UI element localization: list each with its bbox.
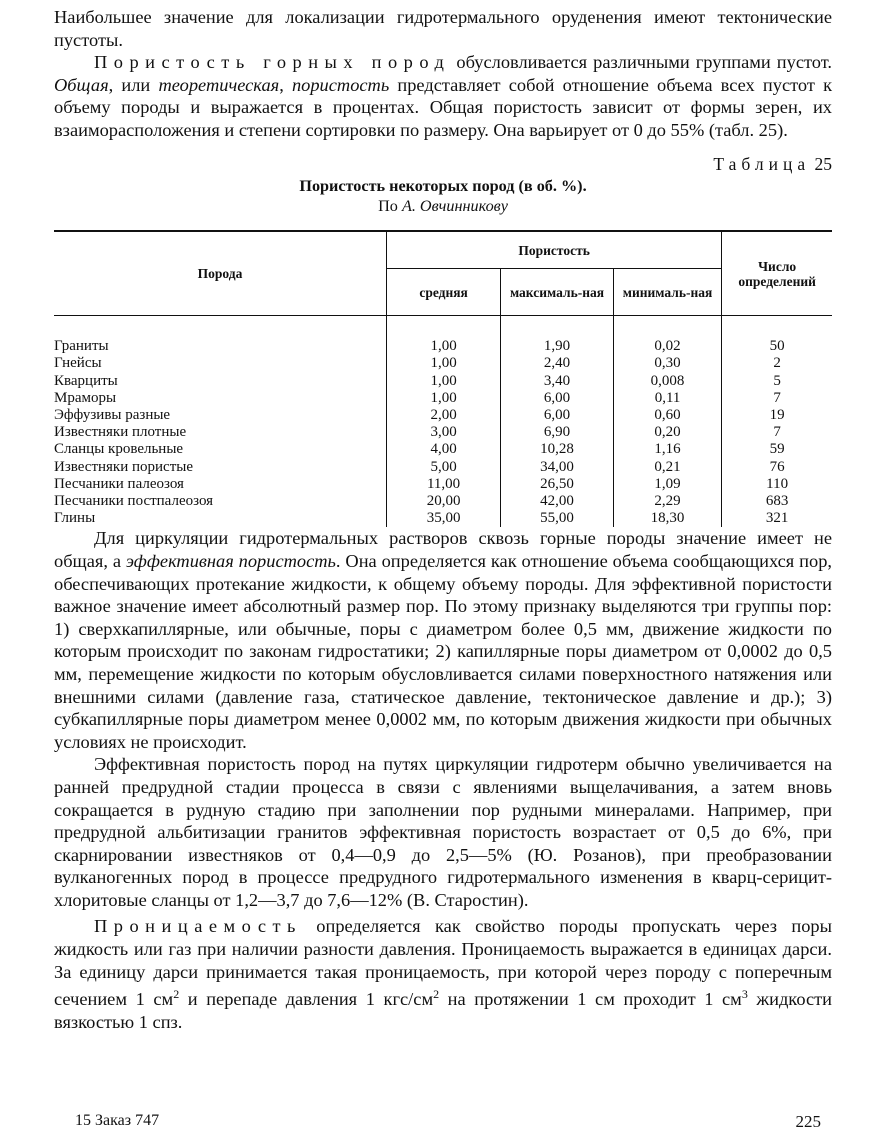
min-cell: 1,09	[613, 476, 722, 493]
col-header-count: Число определений	[722, 231, 832, 316]
rock-name-cell: Гнейсы	[54, 355, 102, 372]
effective-text-2: . Она определяется как отношение объема сообщающихся пор, обеспечивающих протекание жидкости, к общему объему породы. Для эффективной пористости важное значение имеет абсолютный размер пор. По этому признаку выделяются три группы пор: 1) сверхкапиллярные, или обычные, поры с диаметром более 0,5 мм, движение жидкости по которым происходит по законам гидростатики; 2) капиллярные поры диаметром от 0,0002 до 0,5 мм, перемещение жидкости по которым обусловливается силами поверхностного натяжения или внешними силами (давление газа, статическое давление, тектоническое давление и др.); 3) субкапиллярные поры диаметром менее 0,0002 мм, по которым движения жидкости при обычных условиях не происходит.	[54, 550, 832, 752]
effective-em: эффективная пористость	[125, 550, 336, 571]
avg-cell: 1,00	[386, 390, 500, 407]
rock-name-cell: Известняки плотные	[54, 424, 187, 441]
table-label-word: Таблица	[713, 153, 811, 174]
max-cell: 2,40	[501, 355, 614, 372]
avg-cell: 4,00	[386, 441, 500, 458]
col-header-porosity: Пористость	[386, 231, 721, 269]
count-cell: 19	[722, 407, 832, 424]
permeability-text-1: определяется как свойство породы пропускать через поры жидкость или газ при наличии разности давления. Проницаемость выражается в единицах дарси. За единицу дарси принимается такая проницаемость, при которой через породу с поперечным сечением 1 см	[54, 916, 832, 1010]
col-header-avg: средняя	[386, 269, 500, 316]
count-cell: 59	[722, 441, 832, 458]
avg-cell: 5,00	[386, 459, 500, 476]
avg-cell: 11,00	[386, 476, 500, 493]
col-header-rock: Порода	[54, 231, 386, 316]
rock-name-cell: Известняки пористые	[54, 458, 193, 475]
intro-paragraph	[54, 6, 832, 51]
table-label-number: 25	[814, 153, 832, 174]
count-cell: 321	[722, 510, 832, 527]
table-source-prefix: По	[378, 197, 402, 216]
avg-cell: 1,00	[386, 373, 500, 390]
max-cell: 6,00	[501, 407, 614, 424]
page-body	[54, 6, 832, 1034]
count-cell: 7	[722, 424, 832, 441]
effective2-text: Эффективная пористость пород на путях циркуляции гидротерм обычно увеличивается на ранней предрудной стадии процесса в связи с явлениями выщелачивания, а затем вновь сокращается в рудную стадию при заполнении пор рудными минералами. Например, при предрудной альбитизации гранитов эффективная пористость возрастает от 0,5 до 6%, при скарнировании известняков от 0,4—0,9 до 2,5—5% (Ю. Розанов), при преобразовании вулканогенных пород в процессе предрудного гидротермального изменения в кварц-серицит-хлоритовые сланцы от 1,2—3,7 до 7,6—12% (В. Старостин).	[54, 754, 832, 910]
rock-name-cell: Песчаники постпалеозоя	[54, 492, 214, 509]
col-header-max: максималь-ная	[501, 269, 614, 316]
rock-name-cell: Глины	[54, 510, 96, 527]
min-cell: 0,60	[613, 407, 722, 424]
table-row	[54, 390, 832, 407]
count-cell: 5	[722, 373, 832, 390]
max-cell: 3,40	[501, 373, 614, 390]
porosity-text-1: обусловливается различными группами пустот.	[450, 52, 833, 73]
max-cell: 6,00	[501, 390, 614, 407]
porosity-paragraph	[54, 51, 832, 141]
min-cell: 0,02	[613, 338, 722, 355]
avg-cell: 20,00	[386, 493, 500, 510]
rock-name-cell: Мраморы	[54, 389, 117, 406]
min-cell: 0,21	[613, 459, 722, 476]
avg-cell: 1,00	[386, 338, 500, 355]
permeability-term: Проницаемость	[94, 916, 302, 937]
effective-porosity-paragraph-2	[54, 753, 832, 911]
porosity-text-4: представляет собой отношение объема всех пустот к объему породы и выражается в процентах. Общая пористость зависит от формы зерен, их взаиморасположения и степени сортировки по размеру. Она варьирует от 0 до 55% (табл. 25).	[54, 74, 833, 140]
permeability-sup-1: 2	[173, 987, 180, 1002]
max-cell: 26,50	[501, 476, 614, 493]
table-label	[54, 153, 832, 176]
porosity-em-theoretical: теоретическая	[158, 74, 280, 95]
avg-cell: 2,00	[386, 407, 500, 424]
page-number: 225	[795, 1112, 821, 1131]
porosity-table	[54, 230, 832, 527]
effective-text-1: Для циркуляции гидротермальных растворов сквозь горные породы значение имеет не общая, а	[54, 528, 832, 571]
table-body	[54, 316, 832, 528]
rock-name-cell: Сланцы кровельные	[54, 441, 184, 458]
table-row	[54, 407, 832, 424]
min-cell: 1,16	[613, 441, 722, 458]
porosity-em-porosity: пористость	[291, 74, 390, 95]
min-cell: 0,11	[613, 390, 722, 407]
porosity-term: Пористость горных пород	[94, 52, 451, 73]
max-cell: 55,00	[501, 510, 614, 527]
count-cell: 110	[722, 476, 832, 493]
count-cell: 2	[722, 355, 832, 372]
table-caption: Пористость некоторых пород (в об. %).	[299, 177, 587, 196]
rock-name-cell: Кварциты	[54, 372, 118, 389]
table-row	[54, 510, 832, 527]
porosity-text-2: , или	[108, 74, 159, 95]
count-cell: 76	[722, 459, 832, 476]
table-row	[54, 373, 832, 390]
permeability-sup-2: 2	[433, 987, 440, 1002]
count-cell: 7	[722, 390, 832, 407]
avg-cell: 35,00	[386, 510, 500, 527]
table-source	[54, 196, 832, 216]
permeability-text-4: жидкости вязкостью 1 спз.	[54, 989, 833, 1032]
effective-porosity-paragraph	[54, 527, 832, 753]
rock-name-cell: Граниты	[54, 338, 109, 355]
porosity-em-general: Общая	[54, 74, 109, 95]
table-row	[54, 338, 832, 355]
max-cell: 10,28	[501, 441, 614, 458]
table-row	[54, 476, 832, 493]
col-header-min: минималь-ная	[613, 269, 722, 316]
min-cell: 2,29	[613, 493, 722, 510]
count-cell: 683	[722, 493, 832, 510]
porosity-text-3: ,	[279, 74, 292, 95]
avg-cell: 1,00	[386, 355, 500, 372]
max-cell: 42,00	[501, 493, 614, 510]
permeability-text-3: на протяжении 1 см проходит 1 см	[439, 989, 742, 1010]
footer-order: 15 Заказ 747	[75, 1112, 160, 1129]
max-cell: 6,90	[501, 424, 614, 441]
table-row	[54, 441, 832, 458]
table-source-author: А. Овчинникову	[401, 197, 508, 216]
max-cell: 34,00	[501, 459, 614, 476]
intro-text: Наибольшее значение для локализации гидротермального оруденения имеют тектонические пустоты.	[54, 7, 832, 50]
table-row	[54, 459, 832, 476]
count-cell: 50	[722, 338, 832, 355]
permeability-paragraph	[54, 915, 832, 1033]
max-cell: 1,90	[501, 338, 614, 355]
permeability-sup-3: 3	[741, 987, 748, 1002]
rock-name-cell: Песчаники палеозоя	[54, 475, 184, 492]
min-cell: 0,30	[613, 355, 722, 372]
table-row	[54, 493, 832, 510]
table-row	[54, 424, 832, 441]
min-cell: 18,30	[613, 510, 722, 527]
min-cell: 0,008	[613, 373, 722, 390]
min-cell: 0,20	[613, 424, 722, 441]
rock-name-cell: Эффузивы разные	[54, 406, 171, 423]
avg-cell: 3,00	[386, 424, 500, 441]
permeability-text-2: и перепаде давления 1 кгс/см	[179, 989, 434, 1010]
table-row	[54, 355, 832, 372]
